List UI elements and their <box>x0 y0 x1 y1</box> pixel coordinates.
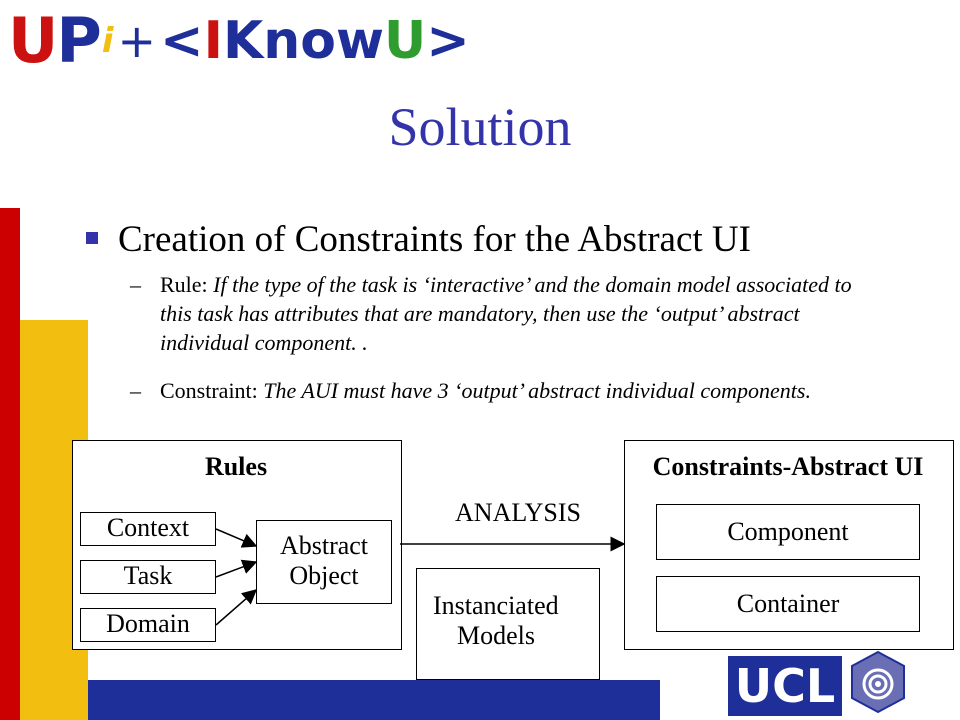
rules-item-context: Context <box>80 512 216 546</box>
abstract-object-line: Abstract <box>279 531 369 560</box>
abstract-object-box <box>256 520 392 604</box>
sub-item-label: Constraint: <box>160 378 264 403</box>
upi-iknowu-logo: UPi+<IKnowU> <box>8 4 470 77</box>
sub-item-label: Rule: <box>160 272 214 297</box>
sub-item-dash: – <box>130 272 141 297</box>
constraints-item-component: Component <box>656 504 920 560</box>
constraints-item-container: Container <box>656 576 920 632</box>
abstract-object-line: Object <box>289 561 359 590</box>
bullet-text: Creation of Constraints for the Abstract UI <box>118 219 751 260</box>
instanciated-line: Instanciated <box>433 591 559 620</box>
sub-item-text: If the type of the task is ‘interactive’ and the domain model associated to this task has attributes that are mandatory, then use the ‘output’ abstract individual component. . <box>160 272 852 355</box>
instanciated-models-box <box>416 568 600 680</box>
instanciated-line: Models <box>457 621 535 650</box>
sub-item-rule <box>160 270 870 357</box>
decorative-blue-bar <box>88 680 660 720</box>
sub-item-dash: – <box>130 378 141 403</box>
constraints-title: Constraints-Abstract UI <box>652 452 924 481</box>
sub-item-text: The AUI must have 3 ‘output’ abstract individual components. <box>263 378 811 403</box>
ucl-emblem-icon <box>850 650 906 714</box>
decorative-red-bar <box>0 208 20 720</box>
rules-item-domain: Domain <box>80 608 216 642</box>
bullet-marker <box>86 232 98 244</box>
slide-title: Solution <box>388 97 572 157</box>
ucl-logo: UCL <box>728 656 842 716</box>
rules-item-task: Task <box>80 560 216 594</box>
sub-item-constraint <box>160 376 870 405</box>
rules-title: Rules <box>204 452 268 481</box>
analysis-label: ANALYSIS <box>455 498 581 527</box>
